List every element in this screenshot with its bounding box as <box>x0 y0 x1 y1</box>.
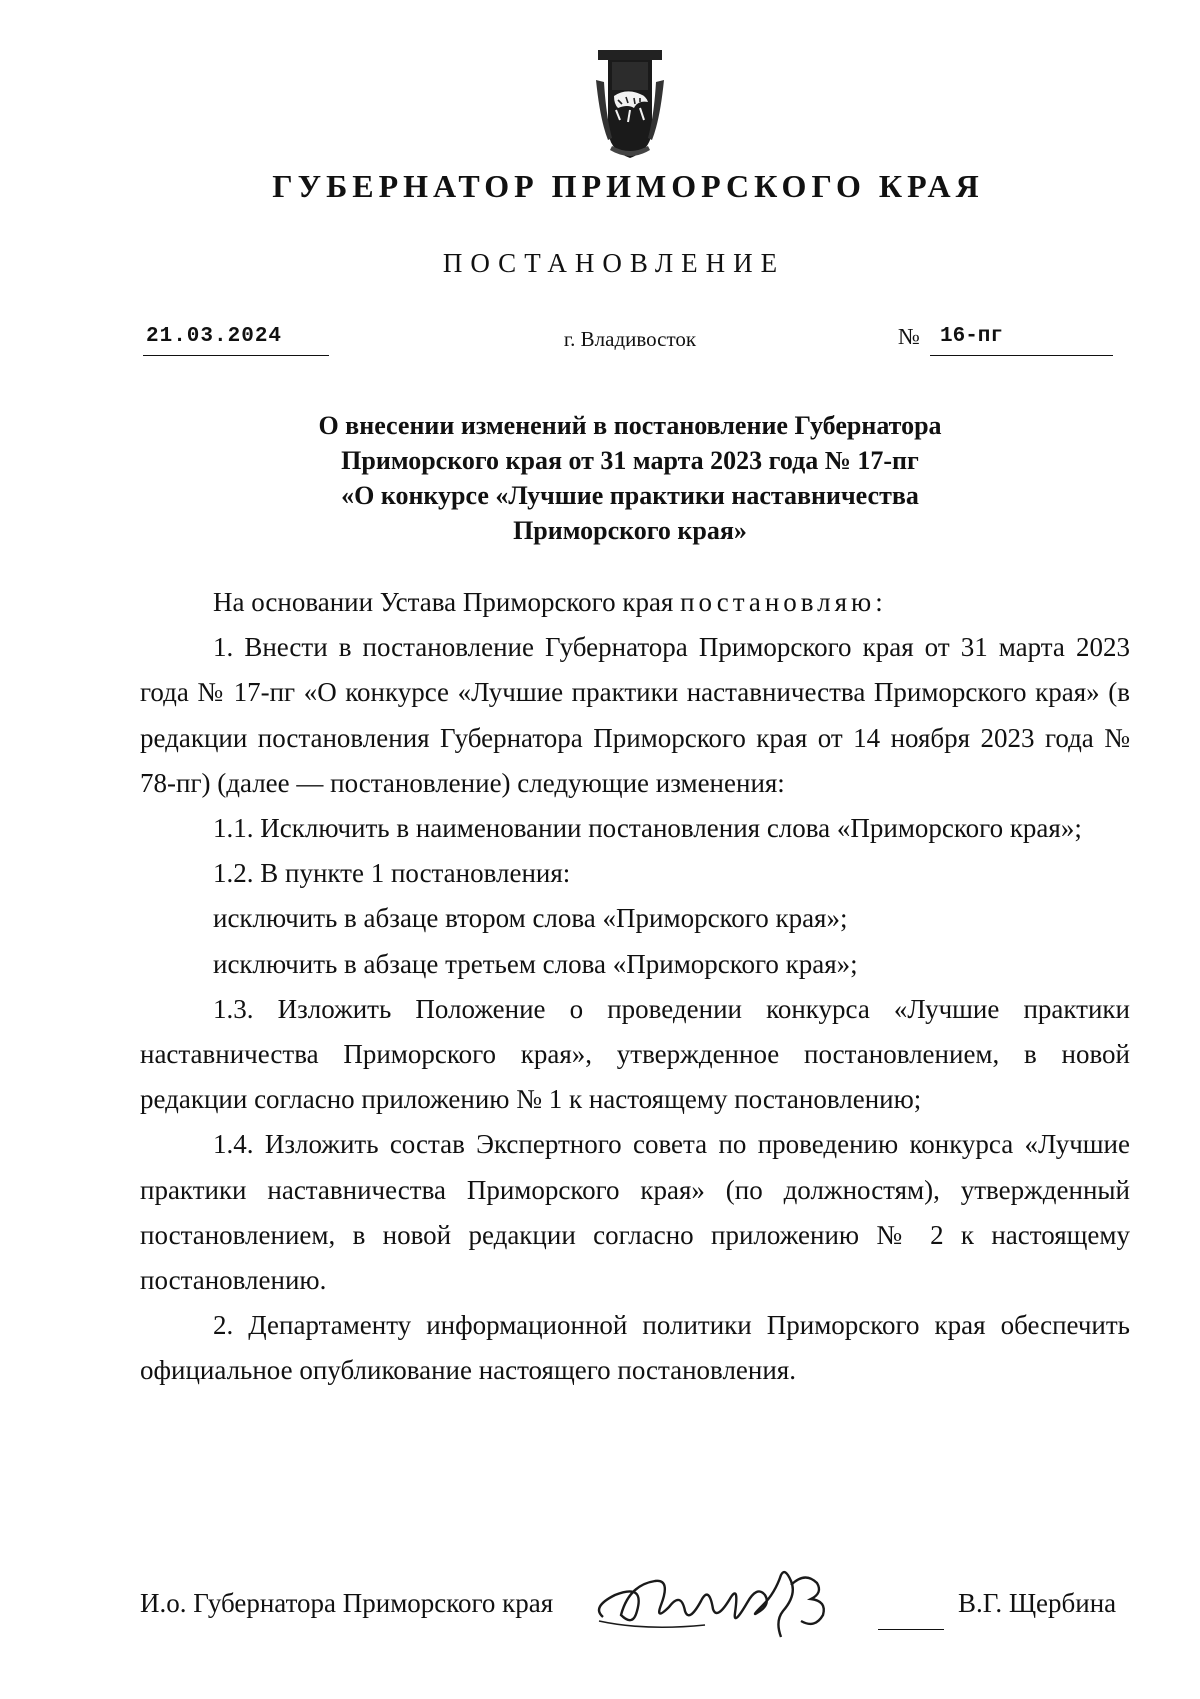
paragraph-1: 1. Внести в постановление Губернатора Приморского края от 31 марта 2023 года № 17-пг «О конкурсе «Лучшие практики наставничества Приморского края» (в редакции постановления Губернатора Приморского края от 14 ноября 2023 года № 78-пг) (далее — постановление) следующие изменения: <box>140 632 1130 798</box>
paragraph-1-2-a: исключить в абзаце втором слова «Приморского края»; <box>213 903 848 934</box>
paragraph-1-2: 1.2. В пункте 1 постановления: <box>213 858 571 889</box>
title-line: «О конкурсе «Лучшие практики наставничества <box>341 481 919 510</box>
paragraph-1-1: 1.1. Исключить в наименовании постановления слова «Приморского края»; <box>213 813 1082 844</box>
handwritten-signature <box>585 1555 885 1641</box>
document-title <box>200 408 1060 548</box>
signature-block <box>0 1555 1200 1645</box>
document-type: ПОСТАНОВЛЕНИЕ <box>442 248 786 278</box>
document-meta <box>0 323 1200 363</box>
decree-word: постановляю <box>680 587 876 617</box>
preamble <box>140 580 1130 625</box>
number-sign: № <box>898 324 920 349</box>
preamble-end: : <box>875 587 883 617</box>
paragraph-1-3: 1.3. Изложить Положение о проведении конкурса «Лучшие практики наставничества Приморского края», утвержденное постановлением, в новой редакции согласно приложению № 1 к настоящему постановлению; <box>140 993 1130 1115</box>
document-body <box>140 580 1130 1394</box>
signatory-position: И.о. Губернатора Приморского края <box>140 1588 554 1618</box>
number-value: 16-пг <box>940 325 1004 348</box>
title-line: О внесении изменений в постановление Губернатора <box>318 411 942 440</box>
paragraph-1-4: 1.4. Изложить состав Экспертного совета по проведению конкурса «Лучшие практики наставничества Приморского края» (по должностям), утвержденный постановлением, в новой редакции согласно приложению № 2 к настоящему постановлению. <box>140 1129 1130 1296</box>
title-line: Приморского края от 31 марта 2023 года № 17-пг <box>341 446 919 475</box>
coat-of-arms-icon <box>578 50 682 160</box>
document-city: г. Владивосток <box>563 327 697 351</box>
document-date: 21.03.2024 <box>143 323 329 356</box>
document-number <box>898 323 1113 355</box>
signatory-name: В.Г. Щербина <box>958 1588 1117 1618</box>
title-line: Приморского края» <box>513 516 747 545</box>
issuing-authority: ГУБЕРНАТОР ПРИМОРСКОГО КРАЯ <box>272 168 984 204</box>
paragraph-1-2-b: исключить в абзаце третьем слова «Приморского края»; <box>213 948 858 979</box>
paragraph-2: 2. Департаменту информационной политики Приморского края обеспечить официальное опубликование настоящего постановления. <box>140 1310 1130 1386</box>
preamble-text: На основании Устава Приморского края <box>213 587 674 617</box>
signature-line <box>878 1629 944 1630</box>
